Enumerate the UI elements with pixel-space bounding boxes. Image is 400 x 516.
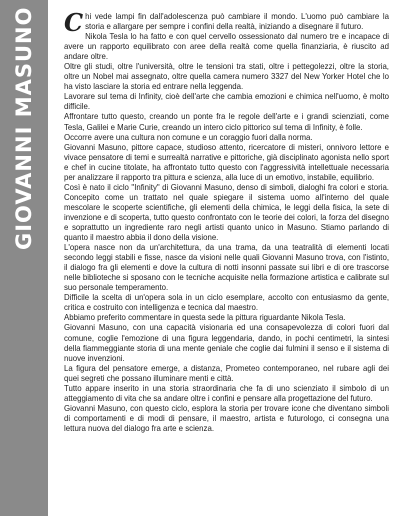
paragraph-11: Abbiamo preferito commentare in questa sede la pittura riguardante Nikola Tesla.	[64, 313, 346, 323]
paragraph-10: Difficile la scelta di un'opera sola in un ciclo esemplare, accolto con entusiasmo da gente, critica e costruito con intelligenza e tecnica dal maestro.	[64, 293, 389, 313]
paragraph-1	[64, 8, 389, 37]
paragraph-14: Tutto appare inserito in una storia straordinaria che fa di uno scienziato il simbolo di un atteggiamento di vita che sa andare oltre i confini e pensare alla progettazione del futuro.	[64, 383, 389, 403]
drop-cap: C	[64, 8, 84, 37]
paragraph-6: Occorre avere una cultura non comune e un coraggio fuori dalla norma.	[64, 132, 313, 142]
article-body	[64, 8, 389, 434]
paragraph-2: Nikola Tesla lo ha fatto e con quel cervello ossessionato dal numero tre e incapace di avere un rapporto equilibrato con aree della realtà come quella finanziaria, è riuscito ad andare oltre.	[64, 32, 389, 62]
paragraph-8: Così è nato il ciclo "Infinity" di Giovanni Masuno, denso di simboli, dialoghi fra colori e storia. Concepito come un trattato nel quale spiegare il sistema uomo all'interno del quale mescolare le scoperte scientifiche, gli elementi della chimica, le leggi della fisica, la sete di invenzione e di scoperta, tutto questo confrontato con le teorie dei colori, la forza del disegno e soprattutto un ingrediente raro negli artisti quanto unico in Masuno. Stiamo parlando di quanto il maestro abbia il dono della visione.	[64, 182, 389, 243]
paragraph-3: Oltre gli studi, oltre l'università, oltre le tensioni tra stati, oltre i pettegolezzi, oltre la storia, oltre un Nobel mai assegnato, oltre quella camera numero 3327 del New Yorker Hotel che lo ha visto lasciare la storia ed entrare nella leggenda.	[64, 62, 389, 92]
paragraph-13: La figura del pensatore emerge, a distanza, Prometeo contemporaneo, nel rubare agli dei quei segreti che possano illuminare menti e città.	[64, 363, 389, 383]
paragraph-7: Giovanni Masuno, pittore capace, studioso attento, ricercatore di misteri, onnivoro lettore e vivace pensatore di temi e surrealtà narrative e pittoriche, già disciplinato agonista nello sport e chef in cucine titolate, ha affrontato tutto questo con l'aggressività intellettuale necessaria per analizzare il rapporto tra pittura e scienza, alla luce di un emotivo, instabile, equilibrio.	[64, 142, 389, 182]
paragraph-1-text: hi vede lampi fin dall'adolescenza può cambiare il mondo. L'uomo può cambiare la storia e allargare per sempre i confini della realtà, iniziando a disegnare il futuro.	[85, 12, 389, 32]
paragraph-12: Giovanni Masuno, con una capacità visionaria ed una consapevolezza di colori fuori dal comune, coglie l'emozione di una figura leggendaria, dando, in pochi centimetri, la sintesi della fiammeggiante storia di una mente geniale che coglie dai fulmini il senso e il sistema di nuove invenzioni.	[64, 323, 389, 363]
vertical-title: GIOVANNI MASUNO	[12, 6, 36, 250]
sidebar-band	[0, 0, 48, 516]
paragraph-5: Affrontare tutto questo, creando un ponte fra le regole dell'arte e i grandi scienziati, come Tesla, Galilei e Marie Curie, creando un intero ciclo pittorico sul tema di Infinity, è folle.	[64, 112, 389, 132]
paragraph-4: Lavorare sul tema di Infinity, cioè dell'arte che cambia emozioni e chimica nell'uomo, è molto difficile.	[64, 92, 389, 112]
paragraph-15: Giovanni Masuno, con questo ciclo, esplora la storia per trovare icone che diventano simboli di comportamenti e di modi di pensare, il maestro, artista e futurologo, ci consegna una lettura nuova del dialogo fra arte e scienza.	[64, 403, 389, 433]
paragraph-9: L'opera nasce non da un'architettura, da una trama, da una teatralità di elementi locati secondo leggi stabili e fisse, nasce da visioni nelle quali Giovanni Masuno trova, con l'istinto, il dialogo fra gli elementi e dove la cultura di notti insonni passate sui libri e di ore trascorse nelle biblioteche si sposano con le tecniche acquisite nella formazione artistica e calibrate sul suo personale temperamento.	[64, 243, 389, 293]
